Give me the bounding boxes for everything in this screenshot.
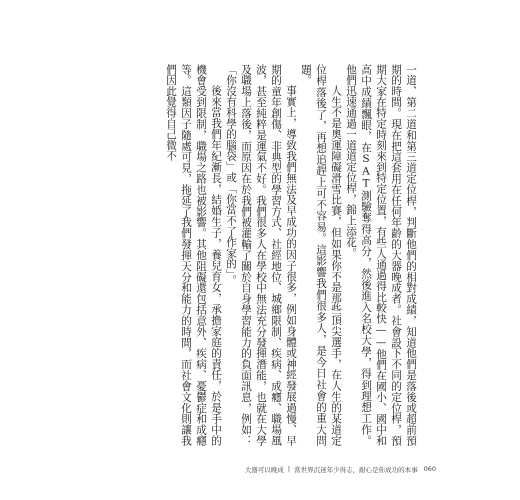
body-text: [118, 64, 418, 446]
page-footer: [236, 463, 436, 475]
running-head-book-title: 大器可以晚成: [244, 465, 284, 474]
paragraph-2: 人生不是奧運障礙滑雪比賽，但如果你不是那些頂尖選手，在人生的某道定位桿落後了，再想追趕上可不容易。這影響我們很多人，是今日社會的重大問題。: [300, 64, 342, 446]
paragraph-3: 事實上，導致我們無法及早成功的因子很多，例如身體或神經發展過慢、早期的童年創傷、非典型的學習方式、社經地位、城鄉限制、疾病、成癮、職場風波，甚至純粹是運氣不好。我們很多人在學校中無法充分發揮潛能，也就在大學及職場上落後，而原因在於我們被灌輸了關於自身學習能力的負面訊息，例如：「你沒有科學的腦袋」或「你當不了作家的」。: [225, 64, 297, 446]
page-number: 060: [423, 465, 436, 473]
running-head-separator: |: [287, 465, 291, 473]
running-head-subtitle: 當世界沉迷年少得志，耐心是你成功的本事: [294, 465, 418, 474]
paragraph-4: 後來當我們年紀漸長，結婚生子，養兒育女，承擔家庭的責任，於是手中的機會受到限制，職場之路也被影響。其他阻礙還包括意外、疾病、憂鬱症和成癮等。這類因子隨處可見，拖延了我們發揮天分和能力的時間，而社會文化則讓我們因此覺得自己微不: [165, 64, 222, 446]
paragraph-1: 一道、第二道和第三道定位桿，判斷他們的相對成績，知道他們是落後或超前預期的時間。現在把這套用在任何年齡的大器晚成者。社會設下不同的定位桿，預期大家在特定時刻來到特定位置，有些人通過得比較快——他們在國小、國中和高中成績飄眼，在SAT測驗奪得高分，然後進入名校大學，得到理想工作。他們迅速通過一道道定位桿，錦上添花。: [345, 64, 417, 446]
